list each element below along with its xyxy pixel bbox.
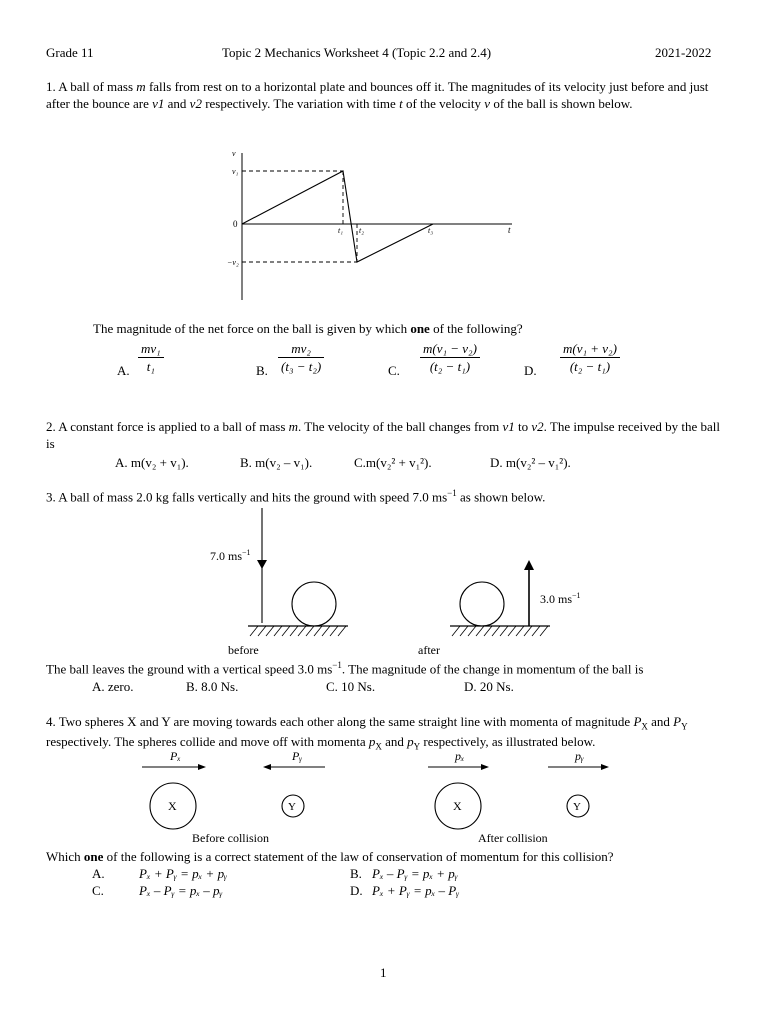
ball-after — [460, 582, 504, 626]
Px-label: Pₓ — [170, 749, 181, 763]
q3-option-a: A. zero. — [92, 679, 134, 694]
arrow-up-icon — [524, 560, 534, 570]
q4-option-a: Pₓ + Pᵧ = pₓ + pᵧ — [139, 866, 228, 881]
q4-option-c-label: C. — [92, 883, 104, 898]
q2-text: 2. A constant force is applied to a ball of mass m. The velocity of the ball changes from v1 to v2. The impulse received by the ball is — [46, 419, 720, 452]
q4-option-c: Pₓ – Pᵧ = pₓ – pᵧ — [139, 883, 223, 898]
page-number: 1 — [380, 965, 387, 980]
after-label: after — [418, 643, 440, 657]
ground-after — [452, 626, 548, 636]
after-collision-label: After collision — [478, 831, 548, 845]
graph-zero-label: 0 — [233, 219, 238, 229]
q3-text: 3. A ball of mass 2.0 kg falls vertically and hits the ground with speed 7.0 $ms^{-1}$ as shown below. — [46, 488, 546, 505]
graph-v1-label: v₁ — [232, 167, 239, 176]
header-title: Topic 2 Mechanics Worksheet 4 (Topic 2.2 and 2.4) — [222, 45, 492, 60]
q3-option-d: D. 20 Ns. — [464, 679, 514, 694]
arrow-down-icon — [257, 560, 267, 569]
q4-text: 4. Two spheres X and Y are moving towards each other along the same straight line with momenta of magnitude $P_X$ and $P_Y$ respectively. The spheres collide and move off with momenta $p_X$ and $p_Y$ respectively, as illustrated below. — [46, 714, 688, 753]
ball-bounce-diagram — [200, 505, 581, 660]
Py-label: Pᵧ — [292, 749, 303, 763]
q4-prompt: Which one of the following is a correct statement of the law of conservation of momentum for this collision? — [46, 849, 614, 864]
collision-diagram — [120, 746, 640, 848]
q2-option-c: C.m(v₂² + v₁²). — [354, 455, 432, 470]
before-collision-label: Before collision — [192, 831, 269, 845]
px-label: pₓ — [455, 749, 465, 763]
graph-t2-label: t₂ — [359, 226, 365, 235]
q4-option-d: Pₓ + Pᵧ = pₓ – Pᵧ — [372, 883, 460, 898]
q1-option-d: $\frac{\text{m(v₁ + v₂)}}{\text{(t₂ − t₁)}}$ — [560, 340, 620, 375]
q1-option-b: $\frac{\text{mv₂}}{\text{(t₃ − t₂)}}$ — [278, 340, 324, 375]
q1-option-c: $\frac{\text{m(v₁ − v₂)}}{\text{(t₂ − t₁)}}$ — [420, 340, 480, 375]
q3-option-c: C. 10 Ns. — [326, 679, 376, 694]
q1-option-d-label: D. — [524, 363, 537, 378]
sphere-y-before-label: Y — [288, 801, 296, 813]
q2-option-b: B. m(v₂ – v₁). — [240, 455, 313, 470]
sphere-x-before-label: X — [168, 799, 177, 813]
graph-minus-v2-label: −v₂ — [227, 258, 239, 267]
graph-t3-label: t₃ — [428, 226, 434, 235]
velocity-line — [242, 171, 433, 262]
ground-before — [250, 626, 346, 636]
q1-option-a: $\frac{\text{mv₁}}{\text{t₁}}$ — [138, 340, 164, 375]
arrow-right-icon — [198, 764, 206, 770]
q4-option-d-label: D. — [350, 883, 363, 898]
ball-before — [292, 582, 336, 626]
arrow-right-icon — [601, 764, 609, 770]
graph-t1-label: t₁ — [338, 226, 344, 235]
q4-option-b: Pₓ – Pᵧ = pₓ + pᵧ — [372, 866, 458, 881]
speed-before-label: 7.0 $ms^{-1}$ — [210, 548, 251, 563]
q4-option-b-label: B. — [350, 866, 362, 881]
q1-option-c-label: C. — [388, 363, 400, 378]
py-label: pᵧ — [575, 749, 584, 763]
before-label: before — [228, 643, 259, 657]
q2-option-d: D. m(v₂² – v₁²). — [490, 455, 571, 470]
sphere-y-after-label: Y — [573, 801, 581, 813]
header-grade: Grade 11 — [46, 45, 94, 60]
arrow-left-icon — [263, 764, 271, 770]
sphere-x-after-label: X — [453, 799, 462, 813]
graph-y-label: v — [232, 149, 236, 158]
q1-option-a-label: A. — [117, 363, 130, 378]
q1-option-b-label: B. — [256, 363, 268, 378]
graph-x-label: t — [508, 225, 511, 235]
q3-text2: The ball leaves the ground with a vertical speed 3.0 $ms^{-1}$. The magnitude of the change in momentum of the ball is — [46, 660, 644, 677]
arrow-right-icon — [481, 764, 489, 770]
velocity-time-graph — [222, 145, 522, 305]
q1-text: 1. A ball of mass m falls from rest on to a horizontal plate and bounces off it. The magnitudes of its velocity just before and just after the bounce are v1 and v2 respectively. The variation with time t of the velocity v of the ball is shown below. — [46, 79, 709, 112]
q4-option-a-label: A. — [92, 866, 105, 881]
q2-option-a: A. m(v₂ + v₁). — [115, 455, 189, 470]
speed-after-label: 3.0 $ms^{-1}$ — [540, 591, 581, 606]
q3-option-b: B. 8.0 Ns. — [186, 679, 239, 694]
q1-prompt: The magnitude of the net force on the ball is given by which one of the following? — [93, 321, 523, 336]
header-year: 2021-2022 — [655, 45, 712, 60]
